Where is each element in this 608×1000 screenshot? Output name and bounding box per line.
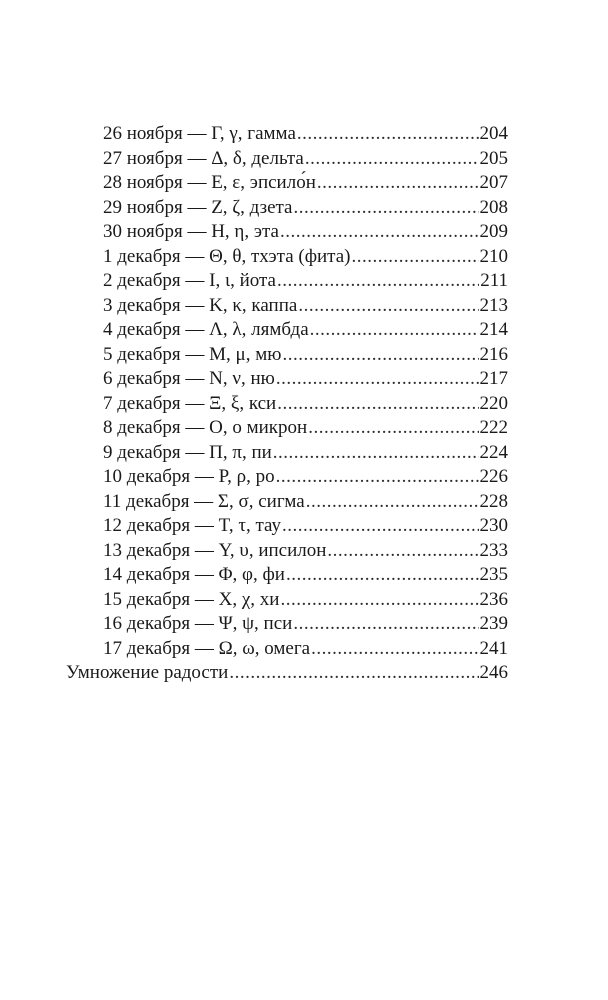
dot-leader <box>293 196 478 221</box>
toc-entry-page: 205 <box>479 147 508 169</box>
toc-entry <box>66 318 508 343</box>
toc-entry <box>66 171 508 196</box>
dot-leader <box>282 343 478 368</box>
toc-entry-page: 226 <box>479 466 508 487</box>
toc-entry-title: 27 ноября — Δ, δ, дельта <box>103 147 304 169</box>
toc-entry-page: 216 <box>479 343 508 365</box>
dot-leader <box>276 465 479 490</box>
toc-entry <box>66 514 508 539</box>
toc-entry <box>66 245 508 270</box>
dot-leader <box>310 318 479 343</box>
dot-leader <box>298 294 478 319</box>
toc-entry-title: 14 декабря — Φ, φ, фи <box>103 564 285 585</box>
toc-entry-title: 30 ноября — Η, η, эта <box>103 221 279 242</box>
toc-entry <box>66 196 508 221</box>
toc-entry-title: 29 ноября — Ζ, ζ, дзета <box>103 196 293 218</box>
toc-entry <box>66 465 508 490</box>
dot-leader <box>277 392 478 417</box>
dot-leader <box>308 416 478 441</box>
toc-entry <box>66 490 508 515</box>
toc-entry-page: 217 <box>479 368 508 389</box>
toc-entry-final <box>66 661 508 686</box>
toc-entry-page: 236 <box>479 588 508 610</box>
toc-entry-page: 246 <box>479 662 508 683</box>
toc-entry-page: 208 <box>479 196 508 218</box>
toc-entry-page: 222 <box>479 417 508 438</box>
toc-entry <box>66 588 508 613</box>
toc-entry <box>66 637 508 662</box>
toc-entry-page: 220 <box>479 392 508 414</box>
toc-entry <box>66 294 508 319</box>
dot-leader <box>286 563 479 588</box>
toc-entry <box>66 539 508 564</box>
toc-entry-page: 239 <box>479 613 508 634</box>
toc-entry-page: 211 <box>480 270 508 291</box>
toc-entry <box>66 392 508 417</box>
dot-leader <box>327 539 478 564</box>
toc-entry <box>66 563 508 588</box>
toc-entry-page: 224 <box>479 441 508 463</box>
toc-entry <box>66 269 508 294</box>
dot-leader <box>280 588 478 613</box>
toc-entry-title: 11 декабря — Σ, σ, сигма <box>103 490 305 512</box>
toc-entry-page: 213 <box>479 294 508 316</box>
toc-entry-title: 4 декабря — Λ, λ, лямбда <box>103 319 309 340</box>
toc-entry-title: 13 декабря — Υ, υ, ипсилон <box>103 539 327 561</box>
toc-entry-title: 3 декабря — Κ, κ, каппа <box>103 294 298 316</box>
toc-entry-page: 241 <box>479 637 508 659</box>
toc-entry <box>66 122 508 147</box>
toc-entry-title: 7 декабря — Ξ, ξ, кси <box>103 392 277 414</box>
toc-entry-title: 12 декабря — Τ, τ, тау <box>103 515 281 536</box>
toc-entry <box>66 343 508 368</box>
toc-entry-page: 214 <box>479 319 508 340</box>
toc-entry <box>66 220 508 245</box>
toc-entry-page: 210 <box>479 245 508 267</box>
dot-leader <box>277 269 479 294</box>
dot-leader <box>311 637 478 662</box>
dot-leader <box>273 441 479 466</box>
toc-entry-page: 209 <box>479 221 508 242</box>
toc-entry-page: 230 <box>479 515 508 536</box>
toc-entry-title: 6 декабря — Ν, ν, ню <box>103 368 275 389</box>
dot-leader <box>351 245 478 270</box>
dot-leader <box>317 171 479 196</box>
toc-entry-title: 17 декабря — Ω, ω, омега <box>103 637 311 659</box>
dot-leader <box>293 612 478 637</box>
toc-entry <box>66 147 508 172</box>
toc-entry-title: 15 декабря — Χ, χ, хи <box>103 588 280 610</box>
toc-entry <box>66 416 508 441</box>
toc-entry-title: 9 декабря — Π, π, пи <box>103 441 272 463</box>
toc-entry-title: 26 ноября — Γ, γ, гамма <box>103 123 296 144</box>
toc-entry-page: 233 <box>479 539 508 561</box>
toc-entry-title: 16 декабря — Ψ, ψ, пси <box>103 613 293 634</box>
toc-entry <box>66 367 508 392</box>
toc-entry-title: 5 декабря — Μ, μ, мю <box>103 343 282 365</box>
dot-leader <box>282 514 479 539</box>
toc-entry-page: 204 <box>479 123 508 144</box>
toc-entry-title: 10 декабря — Ρ, ρ, ро <box>103 466 275 487</box>
toc-entry-page: 228 <box>479 490 508 512</box>
table-of-contents <box>66 122 508 686</box>
toc-entry-page: 207 <box>479 172 508 193</box>
toc-entry-title: 1 декабря — Θ, θ, тхэта (фита) <box>103 245 351 267</box>
toc-entry <box>66 441 508 466</box>
dot-leader <box>297 122 479 147</box>
toc-entry-title: 28 ноября — Ε, ε, эпсило́н <box>103 172 316 193</box>
dot-leader <box>306 490 479 515</box>
toc-entry-title: 2 декабря — Ι, ι, йота <box>103 270 276 291</box>
dot-leader <box>276 367 479 392</box>
dot-leader <box>305 147 479 172</box>
toc-entry-page: 235 <box>479 564 508 585</box>
toc-entry-title: Умножение радости <box>66 662 229 683</box>
dot-leader <box>280 220 479 245</box>
toc-entry <box>66 612 508 637</box>
toc-entry-title: 8 декабря — Ο, ο микрон <box>103 417 308 438</box>
dot-leader <box>229 661 478 686</box>
